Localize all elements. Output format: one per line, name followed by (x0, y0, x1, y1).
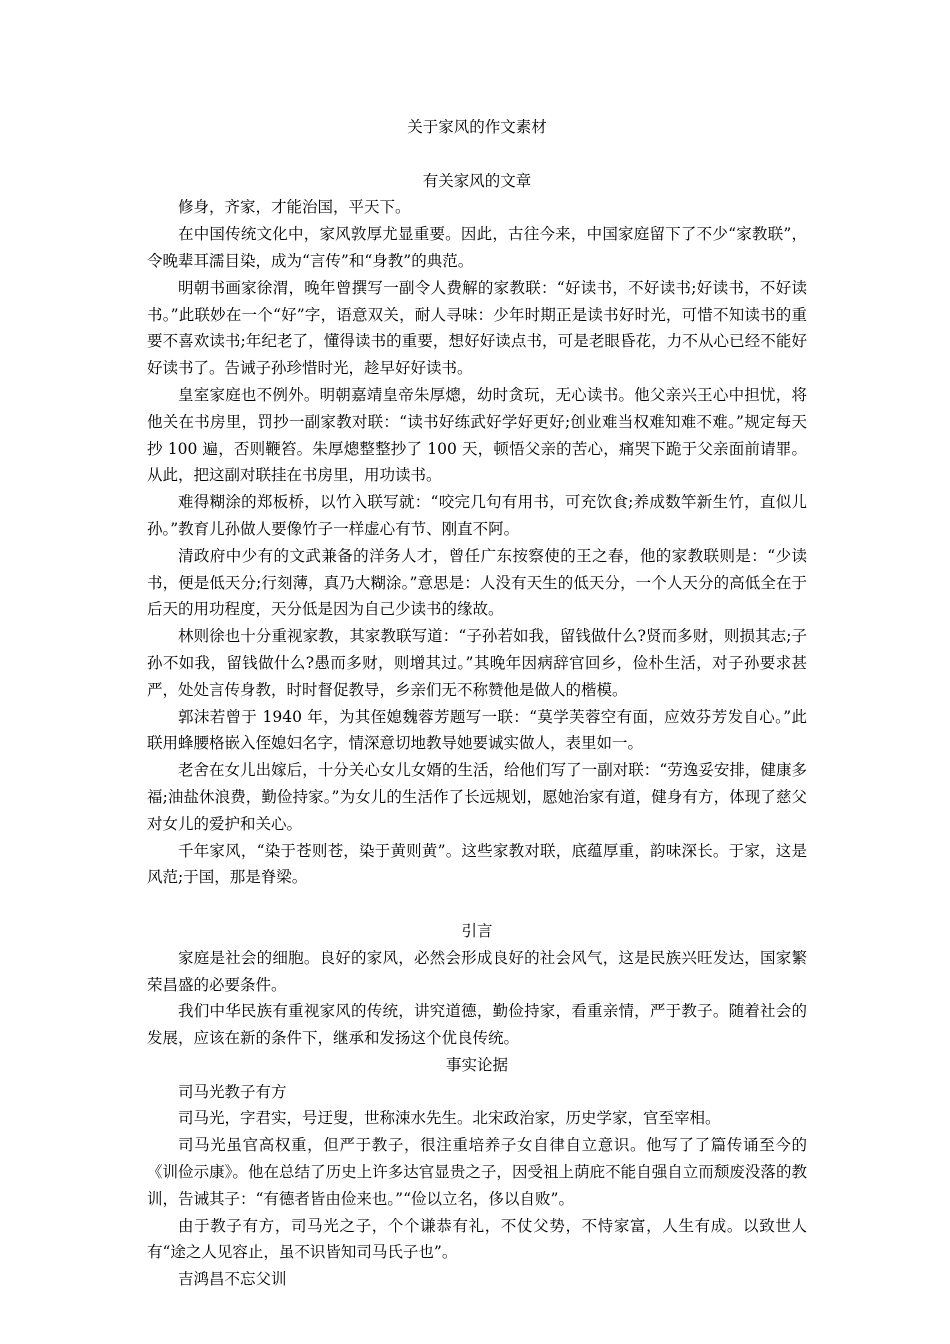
paragraph: 明朝书画家徐渭，晚年曾撰写一副令人费解的家教联：“好读书，不好读书;好读书，不好读书。”此联妙在一个“好”字，语意双关，耐人寻味：少年时期正是读书好时光，可惜不知读书的重要不喜欢读书;年纪老了，懂得读书的重要，想好好读点书，可是老眼昏花，力不从心已经不能好好读书了。告诫子孙珍惜时光，趁早好好读书。 (147, 278, 807, 378)
document-title: 关于家风的作文素材 (407, 118, 547, 136)
section-articles (147, 168, 807, 892)
paragraph: 吉鸿昌不忘父训 (178, 1270, 287, 1289)
paragraph: 家庭是社会的细胞。良好的家风，必然会形成良好的社会风气，这是民族兴旺发达，国家繁荣昌盛的必要条件。 (147, 948, 807, 994)
paragraph: 司马光，字君实，号迂叟，世称涑水先生。北宋政治家，历史学家，官至宰相。 (178, 1109, 721, 1128)
paragraph: 我们中华民族有重视家风的传统，讲究道德，勤俭持家，看重亲情，严于教子。随着社会的发展，应该在新的条件下，继承和发扬这个优良传统。 (147, 1002, 807, 1048)
section-heading: 引言 (461, 921, 493, 940)
paragraph: 清政府中少有的文武兼备的洋务人才，曾任广东按察使的王之春，他的家教联则是：“少读书，便是低天分;行刻薄，真乃大糊涂。”意思是：人没有天生的低天分，一个人天分的高低全在于后天的用功程度，天分低是因为自己少读书的缘故。 (147, 546, 807, 619)
paragraph: 在中国传统文化中，家风敦厚尤显重要。因此，古往今来，中国家庭留下了不少“家教联”，令晚辈耳濡目染，成为“言传”和“身教”的典范。 (147, 225, 807, 270)
paragraph: 修身，齐家，才能治国，平天下。 (178, 198, 411, 217)
section-factual-evidence (147, 1052, 807, 1293)
paragraph: 司马光教子有方 (178, 1082, 287, 1101)
paragraph: 皇室家庭也不例外。明朝嘉靖皇帝朱厚熜，幼时贪玩，无心读书。他父亲兴王心中担忧，将他关在书房里，罚抄一副家教对联：“读书好练武好学好更好;创业难当权难知难不难。”规定每天抄 100 遍，否则鞭笞。朱厚熜整整抄了 100 天，顿悟父亲的苦心，痛哭下跪于父亲面前请罪。从此，把这副对联挂在书房里，用功读书。 (147, 385, 807, 485)
document-body (147, 114, 807, 1293)
blank-line (147, 891, 807, 918)
section-heading: 事实论据 (445, 1055, 508, 1074)
paragraph: 千年家风，“染于苍则苍，染于黄则黄”。这些家教对联，底蕴厚重，韵味深长。于家，这是风范;于国，那是脊梁。 (147, 841, 807, 887)
paragraph: 由于教子有方，司马光之子，个个谦恭有礼，不仗父势，不恃家富，人生有成。以致世人有“途之人见容止，虽不识皆知司马氏子也”。 (147, 1216, 807, 1262)
blank-line (147, 141, 807, 168)
paragraph: 老舍在女儿出嫁后，十分关心女儿女婿的生活，给他们写了一副对联：“劳逸妥安排，健康多福;油盐休浪费，勤俭持家。”为女儿的生活作了长远规划，愿她治家有道，健身有方，体现了慈父对女儿的爱护和关心。 (147, 761, 807, 833)
section-heading: 有关家风的文章 (422, 171, 532, 190)
section-introduction (147, 918, 807, 1052)
paragraph: 司马光虽官高权重，但严于教子，很注重培养子女自律自立意识。他写了了篇传诵至今的《训俭示康》。他在总结了历史上许多达官显贵之子，因受祖上荫庇不能自强自立而颓废没落的教训，告诫其子：“有德者皆由俭来也。”“俭以立名，侈以自败”。 (147, 1136, 807, 1208)
paragraph: 郭沫若曾于 1940 年，为其侄媳魏蓉芳题写一联：“莫学芙蓉空有面，应效芬芳发自心。”此联用蜂腰格嵌入侄媳妇名字，情深意切地教导她要诚实做人，表里如一。 (147, 707, 807, 753)
paragraph: 难得糊涂的郑板桥，以竹入联写就：“咬完几句有用书，可充饮食;养成数竿新生竹，直似儿孙。”教育儿孙做人要像竹子一样虚心有节、刚直不阿。 (147, 493, 807, 538)
paragraph: 林则徐也十分重视家教，其家教联写道：“子孙若如我，留钱做什么?贤而多财，则损其志;子孙不如我，留钱做什么?愚而多财，则增其过。”其晚年因病辞官回乡，俭朴生活，对子孙要求甚严，处处言传身教，时时督促教导，乡亲们无不称赞他是做人的楷模。 (147, 627, 807, 699)
